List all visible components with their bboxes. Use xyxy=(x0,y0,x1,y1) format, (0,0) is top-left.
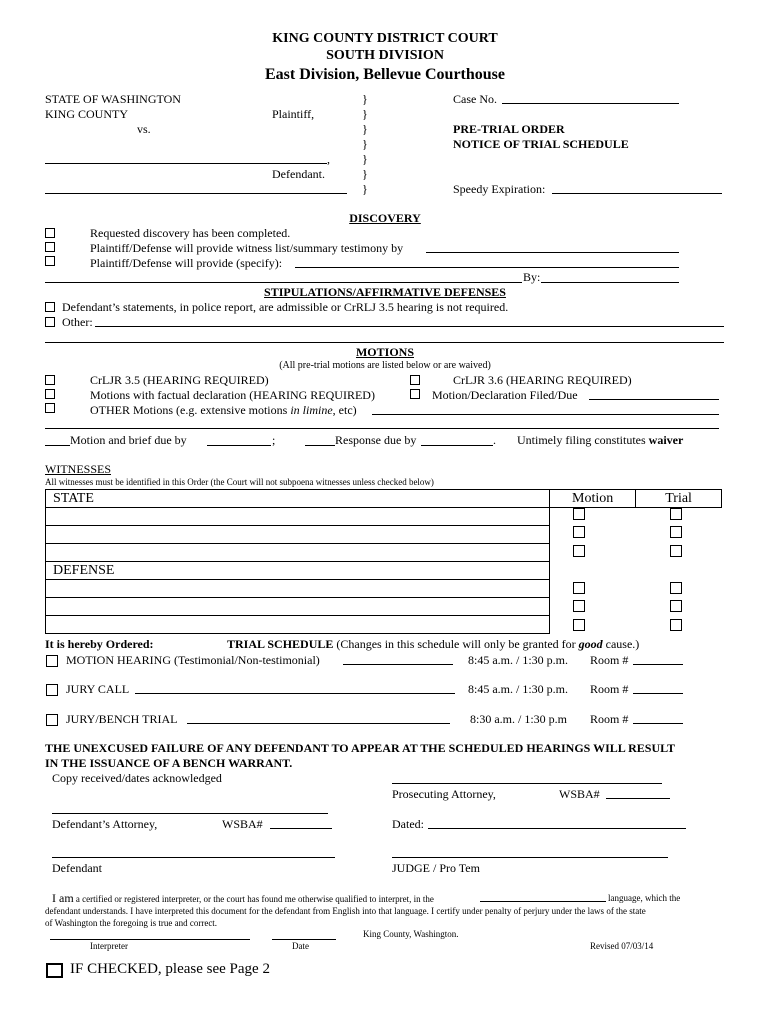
interpreter-date-field[interactable] xyxy=(272,939,336,940)
caption-vs: vs. xyxy=(137,122,151,136)
response-due-field[interactable] xyxy=(421,445,493,446)
discovery-checkbox-3[interactable] xyxy=(45,256,55,266)
motion-hearing-room-label: Room # xyxy=(590,653,629,667)
defense-wsba-label: WSBA# xyxy=(222,817,263,831)
hereby-ordered: It is hereby Ordered: xyxy=(45,637,154,651)
judge-label: JUDGE / Pro Tem xyxy=(392,861,480,875)
caption-plaintiff: Plaintiff, xyxy=(272,107,315,121)
state-header: STATE xyxy=(46,490,550,508)
defense-attorney-label: Defendant’s Attorney, xyxy=(52,817,158,831)
defense-witness-1-motion-checkbox[interactable] xyxy=(573,582,585,594)
discovery-item-1: Requested discovery has been completed. xyxy=(90,226,291,240)
defense-witness-1[interactable] xyxy=(46,580,550,598)
stipulation-other-checkbox[interactable] xyxy=(45,317,55,327)
interpreter-language-label: language, which the xyxy=(608,893,681,903)
state-witness-3-trial-checkbox[interactable] xyxy=(670,545,682,557)
defense-witness-2[interactable] xyxy=(46,598,550,616)
trial-header: Trial xyxy=(636,490,722,508)
due-semicolon: ; xyxy=(272,433,276,447)
motions-subtitle: (All pre-trial motions are listed below or are waived) xyxy=(279,360,491,371)
interpreter-text-3: of Washington the foregoing is true and correct. xyxy=(45,918,218,928)
motion-declaration: Motion/Declaration Filed/Due xyxy=(432,388,578,402)
brace: } xyxy=(362,152,368,166)
jury-bench-trial-room-field[interactable] xyxy=(633,723,683,724)
brace: } xyxy=(362,167,368,181)
discovery-specify-field[interactable] xyxy=(295,267,679,268)
judge-signature[interactable] xyxy=(392,857,668,858)
courthouse-name: East Division, Bellevue Courthouse xyxy=(264,66,505,83)
table-row xyxy=(46,580,722,598)
defense-wsba-field[interactable] xyxy=(270,828,332,829)
prosecuting-attorney-signature[interactable] xyxy=(392,783,662,784)
motion-checkbox-other[interactable] xyxy=(45,403,55,413)
discovery-item-2: Plaintiff/Defense will provide witness list/summary testimony by xyxy=(90,241,404,255)
see-page-2-label: IF CHECKED, please see Page 2 xyxy=(70,961,270,977)
discovery-by-label: By: xyxy=(523,270,541,284)
interpreter-date-label: Date xyxy=(292,941,309,951)
caption-county: KING COUNTY xyxy=(45,107,128,121)
motion-brief-due-field[interactable] xyxy=(207,445,271,446)
motion-hearing-checkbox[interactable] xyxy=(46,655,58,667)
motion-brief-due-label: Motion and brief due by xyxy=(70,433,187,447)
motion-brief-init-field[interactable] xyxy=(45,445,70,446)
order-title-1: PRE-TRIAL ORDER xyxy=(453,122,565,136)
see-page-2-checkbox[interactable] xyxy=(46,963,63,978)
discovery-title: DISCOVERY xyxy=(349,211,421,225)
caption-defendant: Defendant. xyxy=(272,167,325,181)
defendant-signature[interactable] xyxy=(52,857,335,858)
motion-hearing-date-field[interactable] xyxy=(343,664,453,665)
table-row xyxy=(46,508,722,526)
state-witness-2-motion-checkbox[interactable] xyxy=(573,526,585,538)
order-title-2: NOTICE OF TRIAL SCHEDULE xyxy=(453,137,629,151)
motion-other-field[interactable] xyxy=(372,414,719,415)
defense-witness-1-trial-checkbox[interactable] xyxy=(670,582,682,594)
table-row xyxy=(46,526,722,544)
jury-call-date-field[interactable] xyxy=(135,693,455,694)
defense-witness-2-motion-checkbox[interactable] xyxy=(573,600,585,612)
prosecuting-wsba-label: WSBA# xyxy=(559,787,600,801)
case-no-label: Case No. xyxy=(453,92,497,106)
table-row xyxy=(46,562,722,580)
brace: } xyxy=(362,92,368,106)
interpreter-text-1: I am a certified or registered interpreter, or the court has found me otherwise qualified to interpret, in the xyxy=(52,891,434,905)
interpreter-signature-label: Interpreter xyxy=(90,941,128,951)
case-no-field[interactable] xyxy=(502,103,679,104)
motion-checkbox-crljr36[interactable] xyxy=(410,375,420,385)
jury-bench-trial-checkbox[interactable] xyxy=(46,714,58,726)
dated-field[interactable] xyxy=(428,828,686,829)
discovery-checkbox-2[interactable] xyxy=(45,242,55,252)
motion-hearing-time: 8:45 a.m. / 1:30 p.m. xyxy=(468,653,568,667)
brace: } xyxy=(362,137,368,151)
warning-line-2: IN THE ISSUANCE OF A BENCH WARRANT. xyxy=(45,756,293,770)
stipulation-checkbox-1[interactable] xyxy=(45,302,55,312)
discovery-by-field[interactable] xyxy=(541,282,679,283)
motion-factual: Motions with factual declaration (HEARING REQUIRED) xyxy=(90,388,375,402)
defense-attorney-signature[interactable] xyxy=(52,813,328,814)
table-row xyxy=(46,616,722,634)
table-row xyxy=(46,490,722,508)
prosecuting-attorney-label: Prosecuting Attorney, xyxy=(392,787,496,801)
motion-checkbox-factual[interactable] xyxy=(45,389,55,399)
interpreter-text-2: defendant understands. I have interpreted this document for the defendant from English into that language. I certify under penalty of perjury under the laws of the state xyxy=(45,906,646,916)
motion-hearing-label: MOTION HEARING (Testimonial/Non-testimonial) xyxy=(66,653,320,667)
jury-call-time: 8:45 a.m. / 1:30 p.m. xyxy=(468,682,568,696)
state-witness-3-motion-checkbox[interactable] xyxy=(573,545,585,557)
interpreter-location: King County, Washington. xyxy=(363,929,459,939)
jury-call-room-label: Room # xyxy=(590,682,629,696)
table-row xyxy=(46,544,722,562)
brace: } xyxy=(362,107,368,121)
trial-schedule-heading: TRIAL SCHEDULE (Changes in this schedule will only be granted for good cause.) xyxy=(227,637,640,651)
stipulation-other-label: Other: xyxy=(62,315,93,329)
motion-header: Motion xyxy=(550,490,636,508)
discovery-specify-field-2[interactable] xyxy=(45,282,522,283)
discovery-checkbox-1[interactable] xyxy=(45,228,55,238)
state-witness-1[interactable] xyxy=(46,508,550,526)
state-witness-1-trial-checkbox[interactable] xyxy=(670,508,682,520)
jury-bench-trial-date-field[interactable] xyxy=(187,723,450,724)
dated-label: Dated: xyxy=(392,817,424,831)
court-division: SOUTH DIVISION xyxy=(326,48,444,63)
defense-header: DEFENSE xyxy=(46,562,550,580)
brace: } xyxy=(362,182,368,196)
jury-bench-trial-time: 8:30 a.m. / 1:30 p.m xyxy=(470,712,567,726)
court-name: KING COUNTY DISTRICT COURT xyxy=(272,31,498,46)
motion-other-field-2[interactable] xyxy=(45,428,719,429)
jury-bench-trial-room-label: Room # xyxy=(590,712,629,726)
motion-checkbox-crljr35[interactable] xyxy=(45,375,55,385)
motion-checkbox-declaration[interactable] xyxy=(410,389,420,399)
caption-comma: , xyxy=(327,152,330,166)
defense-witness-3-motion-checkbox[interactable] xyxy=(573,619,585,631)
motions-title: MOTIONS xyxy=(355,345,414,359)
state-witness-2[interactable] xyxy=(46,526,550,544)
defense-witness-3-trial-checkbox[interactable] xyxy=(670,619,682,631)
interpreter-signature[interactable] xyxy=(50,939,250,940)
motion-declaration-field[interactable] xyxy=(589,399,719,400)
defendant-signature-label: Defendant xyxy=(52,861,102,875)
witnesses-note: All witnesses must be identified in this Order (the Court will not subpoena witnesses unless checked below) xyxy=(45,477,434,487)
jury-call-room-field[interactable] xyxy=(633,693,683,694)
state-witness-3[interactable] xyxy=(46,544,550,562)
untimely-filing-note: Untimely filing constitutes waiver xyxy=(517,433,684,447)
stipulation-other-field-2[interactable] xyxy=(45,342,724,343)
table-row xyxy=(46,598,722,616)
revised-date: Revised 07/03/14 xyxy=(590,941,654,951)
response-due-label: Response due by xyxy=(335,433,417,447)
defense-witness-2-trial-checkbox[interactable] xyxy=(670,600,682,612)
discovery-item-3: Plaintiff/Defense will provide (specify): xyxy=(90,256,283,270)
jury-call-checkbox[interactable] xyxy=(46,684,58,696)
state-witness-2-trial-checkbox[interactable] xyxy=(670,526,682,538)
jury-call-label: JURY CALL xyxy=(66,682,130,696)
defense-witness-3[interactable] xyxy=(46,616,550,634)
prosecuting-wsba-field[interactable] xyxy=(606,798,670,799)
witnesses-title: WITNESSES xyxy=(45,462,111,476)
motion-crljr36: CrLJR 3.6 (HEARING REQUIRED) xyxy=(453,373,632,387)
caption-state: STATE OF WASHINGTON xyxy=(45,92,181,106)
motion-crljr35: CrLJR 3.5 (HEARING REQUIRED) xyxy=(90,373,269,387)
motion-hearing-room-field[interactable] xyxy=(633,664,683,665)
stipulation-other-field[interactable] xyxy=(95,326,724,327)
witness-table xyxy=(45,489,722,634)
stipulation-item-1: Defendant’s statements, in police report, are admissible or CrRLJ 3.5 hearing is not required. xyxy=(62,300,509,314)
interpreter-language-field[interactable] xyxy=(480,901,606,902)
motion-other: OTHER Motions (e.g. extensive motions in limine, etc) xyxy=(90,403,357,417)
speedy-label: Speedy Expiration: xyxy=(453,182,546,196)
stipulations-title: STIPULATIONS/AFFIRMATIVE DEFENSES xyxy=(264,285,506,299)
due-period: . xyxy=(493,433,496,447)
brace: } xyxy=(362,122,368,136)
response-init-field[interactable] xyxy=(305,445,335,446)
copy-received: Copy received/dates acknowledged xyxy=(52,771,222,785)
jury-bench-trial-label: JURY/BENCH TRIAL xyxy=(66,712,178,726)
witness-list-date-field[interactable] xyxy=(426,252,679,253)
defendant-extra-line[interactable] xyxy=(45,193,347,194)
state-witness-1-motion-checkbox[interactable] xyxy=(573,508,585,520)
speedy-field[interactable] xyxy=(552,193,722,194)
warning-line-1: THE UNEXCUSED FAILURE OF ANY DEFENDANT TO APPEAR AT THE SCHEDULED HEARINGS WILL RESULT xyxy=(45,741,676,755)
defendant-name-line[interactable] xyxy=(45,163,327,164)
